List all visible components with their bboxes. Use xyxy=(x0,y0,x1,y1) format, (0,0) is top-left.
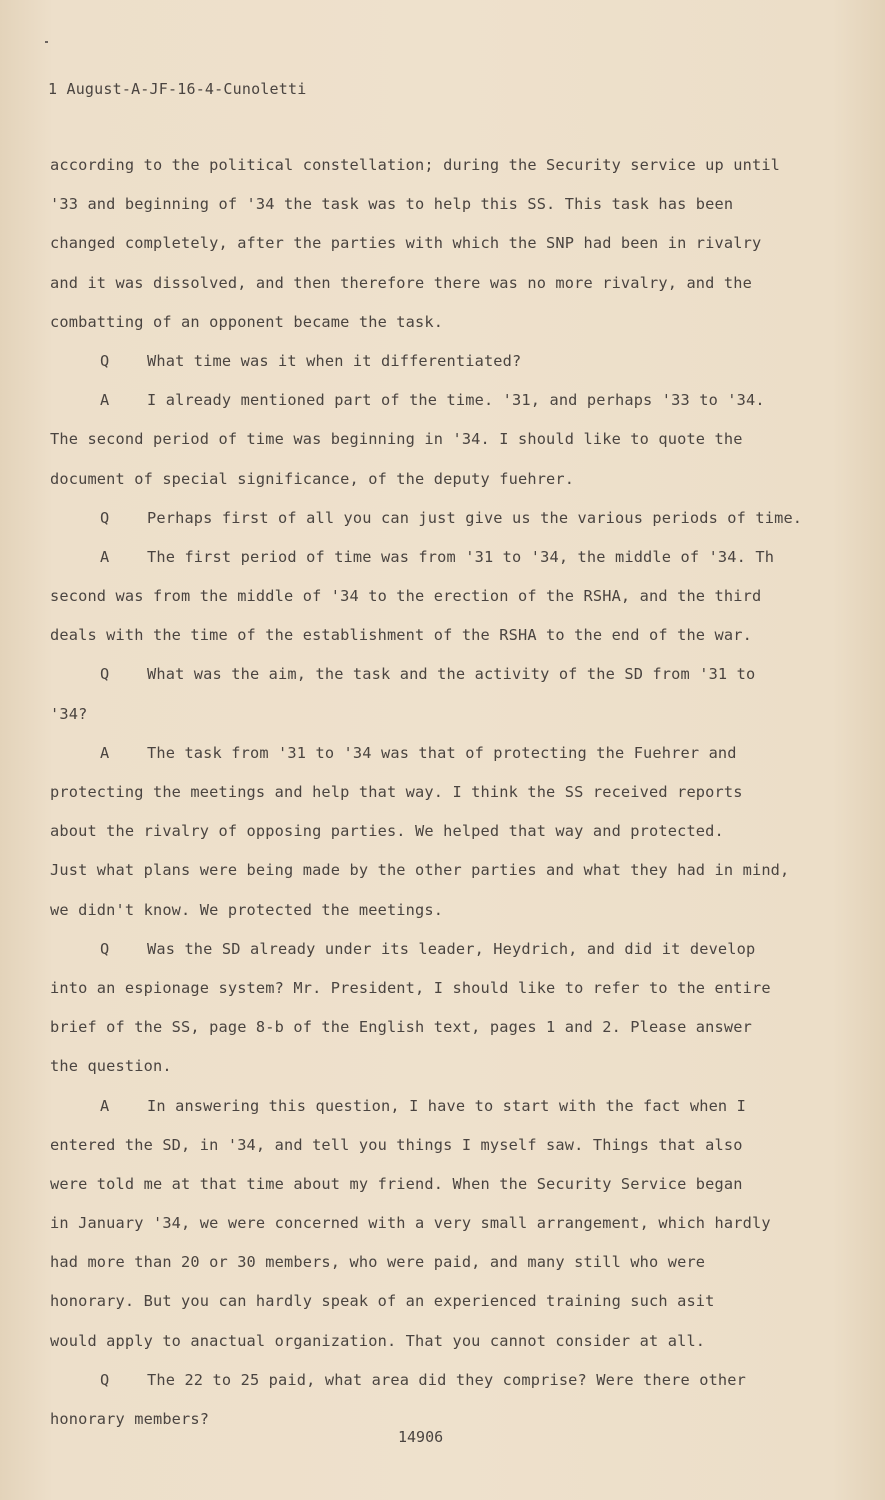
text-line xyxy=(50,545,840,584)
text-line xyxy=(50,1368,840,1407)
text-line xyxy=(50,623,840,662)
question-label: Q xyxy=(100,351,110,370)
text-line xyxy=(50,231,840,270)
text-line xyxy=(50,1133,840,1172)
line-text: In answering this question, I have to start with the fact when I xyxy=(147,1096,747,1115)
line-text: honorary members? xyxy=(50,1410,210,1428)
text-line xyxy=(50,1211,840,1250)
line-text: document of special significance, of the deputy fuehrer. xyxy=(50,469,575,488)
transcript-body xyxy=(50,153,840,1446)
line-text: changed completely, after the parties with which the SNP had been in rivalry xyxy=(50,234,762,253)
line-text: honorary. But you can hardly speak of an experienced training such asit xyxy=(50,1292,715,1311)
text-line xyxy=(50,388,840,427)
line-text: second was from the middle of '34 to the erection of the RSHA, and the third xyxy=(50,587,762,606)
line-text: into an espionage system? Mr. President, I should like to refer to the entire xyxy=(50,978,771,997)
line-text: What time was it when it differentiated? xyxy=(147,351,522,370)
text-line xyxy=(50,858,840,897)
line-text: What was the aim, the task and the activity of the SD from '31 to xyxy=(147,665,756,684)
line-text: Was the SD already under its leader, Heydrich, and did it develop xyxy=(147,939,756,958)
line-text: I already mentioned part of the time. '31, and perhaps '33 to '34. xyxy=(147,391,765,410)
text-line xyxy=(50,310,840,349)
answer-label: A xyxy=(100,547,110,566)
line-text: the question. xyxy=(50,1057,172,1076)
line-text: The 22 to 25 paid, what area did they comprise? Were there other xyxy=(147,1370,747,1389)
text-line xyxy=(50,780,840,819)
question-label: Q xyxy=(100,939,110,958)
text-line xyxy=(50,584,840,623)
text-line xyxy=(50,819,840,858)
line-text: and it was dissolved, and then therefore there was no more rivalry, and the xyxy=(50,273,752,292)
text-line xyxy=(50,976,840,1015)
line-text: protecting the meetings and help that way. I think the SS received reports xyxy=(50,783,743,801)
line-text: about the rivalry of opposing parties. We helped that way and protected. xyxy=(50,822,724,841)
line-text: according to the political constellation; during the Security service up until xyxy=(50,156,781,174)
page-number: 14906 xyxy=(398,1428,444,1446)
text-line xyxy=(50,506,840,545)
line-text: Perhaps first of all you can just give us the various periods of time. xyxy=(147,508,803,527)
text-line xyxy=(50,702,840,741)
text-line xyxy=(50,741,840,780)
text-line xyxy=(50,1250,840,1289)
line-text: we didn't know. We protected the meetings. xyxy=(50,900,444,919)
question-label: Q xyxy=(100,665,110,684)
text-line xyxy=(50,349,840,388)
line-text: The task from '31 to '34 was that of protecting the Fuehrer and xyxy=(147,743,737,762)
text-line xyxy=(50,153,840,192)
line-text: combatting of an opponent became the task. xyxy=(50,312,444,331)
text-line xyxy=(50,1289,840,1328)
line-text: entered the SD, in '34, and tell you things I myself saw. Things that also xyxy=(50,1135,743,1154)
line-text: would apply to anactual organization. That you cannot consider at all. xyxy=(50,1331,706,1350)
text-line xyxy=(50,1054,840,1093)
text-line xyxy=(50,898,840,937)
text-line xyxy=(50,427,840,466)
text-line xyxy=(50,1329,840,1368)
line-text: deals with the time of the establishment of the RSHA to the end of the war. xyxy=(50,626,752,645)
line-text: The second period of time was beginning in '34. I should like to quote the xyxy=(50,430,743,449)
answer-label: A xyxy=(100,391,110,410)
line-text: '34? xyxy=(50,704,88,723)
text-line xyxy=(50,1015,840,1054)
answer-label: A xyxy=(100,1096,110,1115)
line-text: The first period of time was from '31 to '34, the middle of '34. Th xyxy=(147,547,775,566)
line-text: '33 and beginning of '34 the task was to help this SS. This task has been xyxy=(50,195,734,214)
text-line xyxy=(50,271,840,310)
text-line xyxy=(50,662,840,701)
line-text: Just what plans were being made by the other parties and what they had in mind, xyxy=(50,861,790,880)
question-label: Q xyxy=(100,1370,110,1389)
line-text: were told me at that time about my friend. When the Security Service began xyxy=(50,1174,743,1193)
line-text: in January '34, we were concerned with a very small arrangement, which hardly xyxy=(50,1214,771,1233)
text-line xyxy=(50,1407,840,1446)
answer-label: A xyxy=(100,743,110,762)
line-text: brief of the SS, page 8-b of the English text, pages 1 and 2. Please answer xyxy=(50,1018,752,1037)
page-header: 1 August-A-JF-16-4-Cunoletti xyxy=(48,80,307,98)
text-line xyxy=(50,937,840,976)
text-line xyxy=(50,192,840,231)
ink-speck xyxy=(45,41,48,43)
text-line xyxy=(50,1172,840,1211)
text-line xyxy=(50,1094,840,1133)
line-text: had more than 20 or 30 members, who were paid, and many still who were xyxy=(50,1253,706,1272)
question-label: Q xyxy=(100,508,110,527)
text-line xyxy=(50,467,840,506)
